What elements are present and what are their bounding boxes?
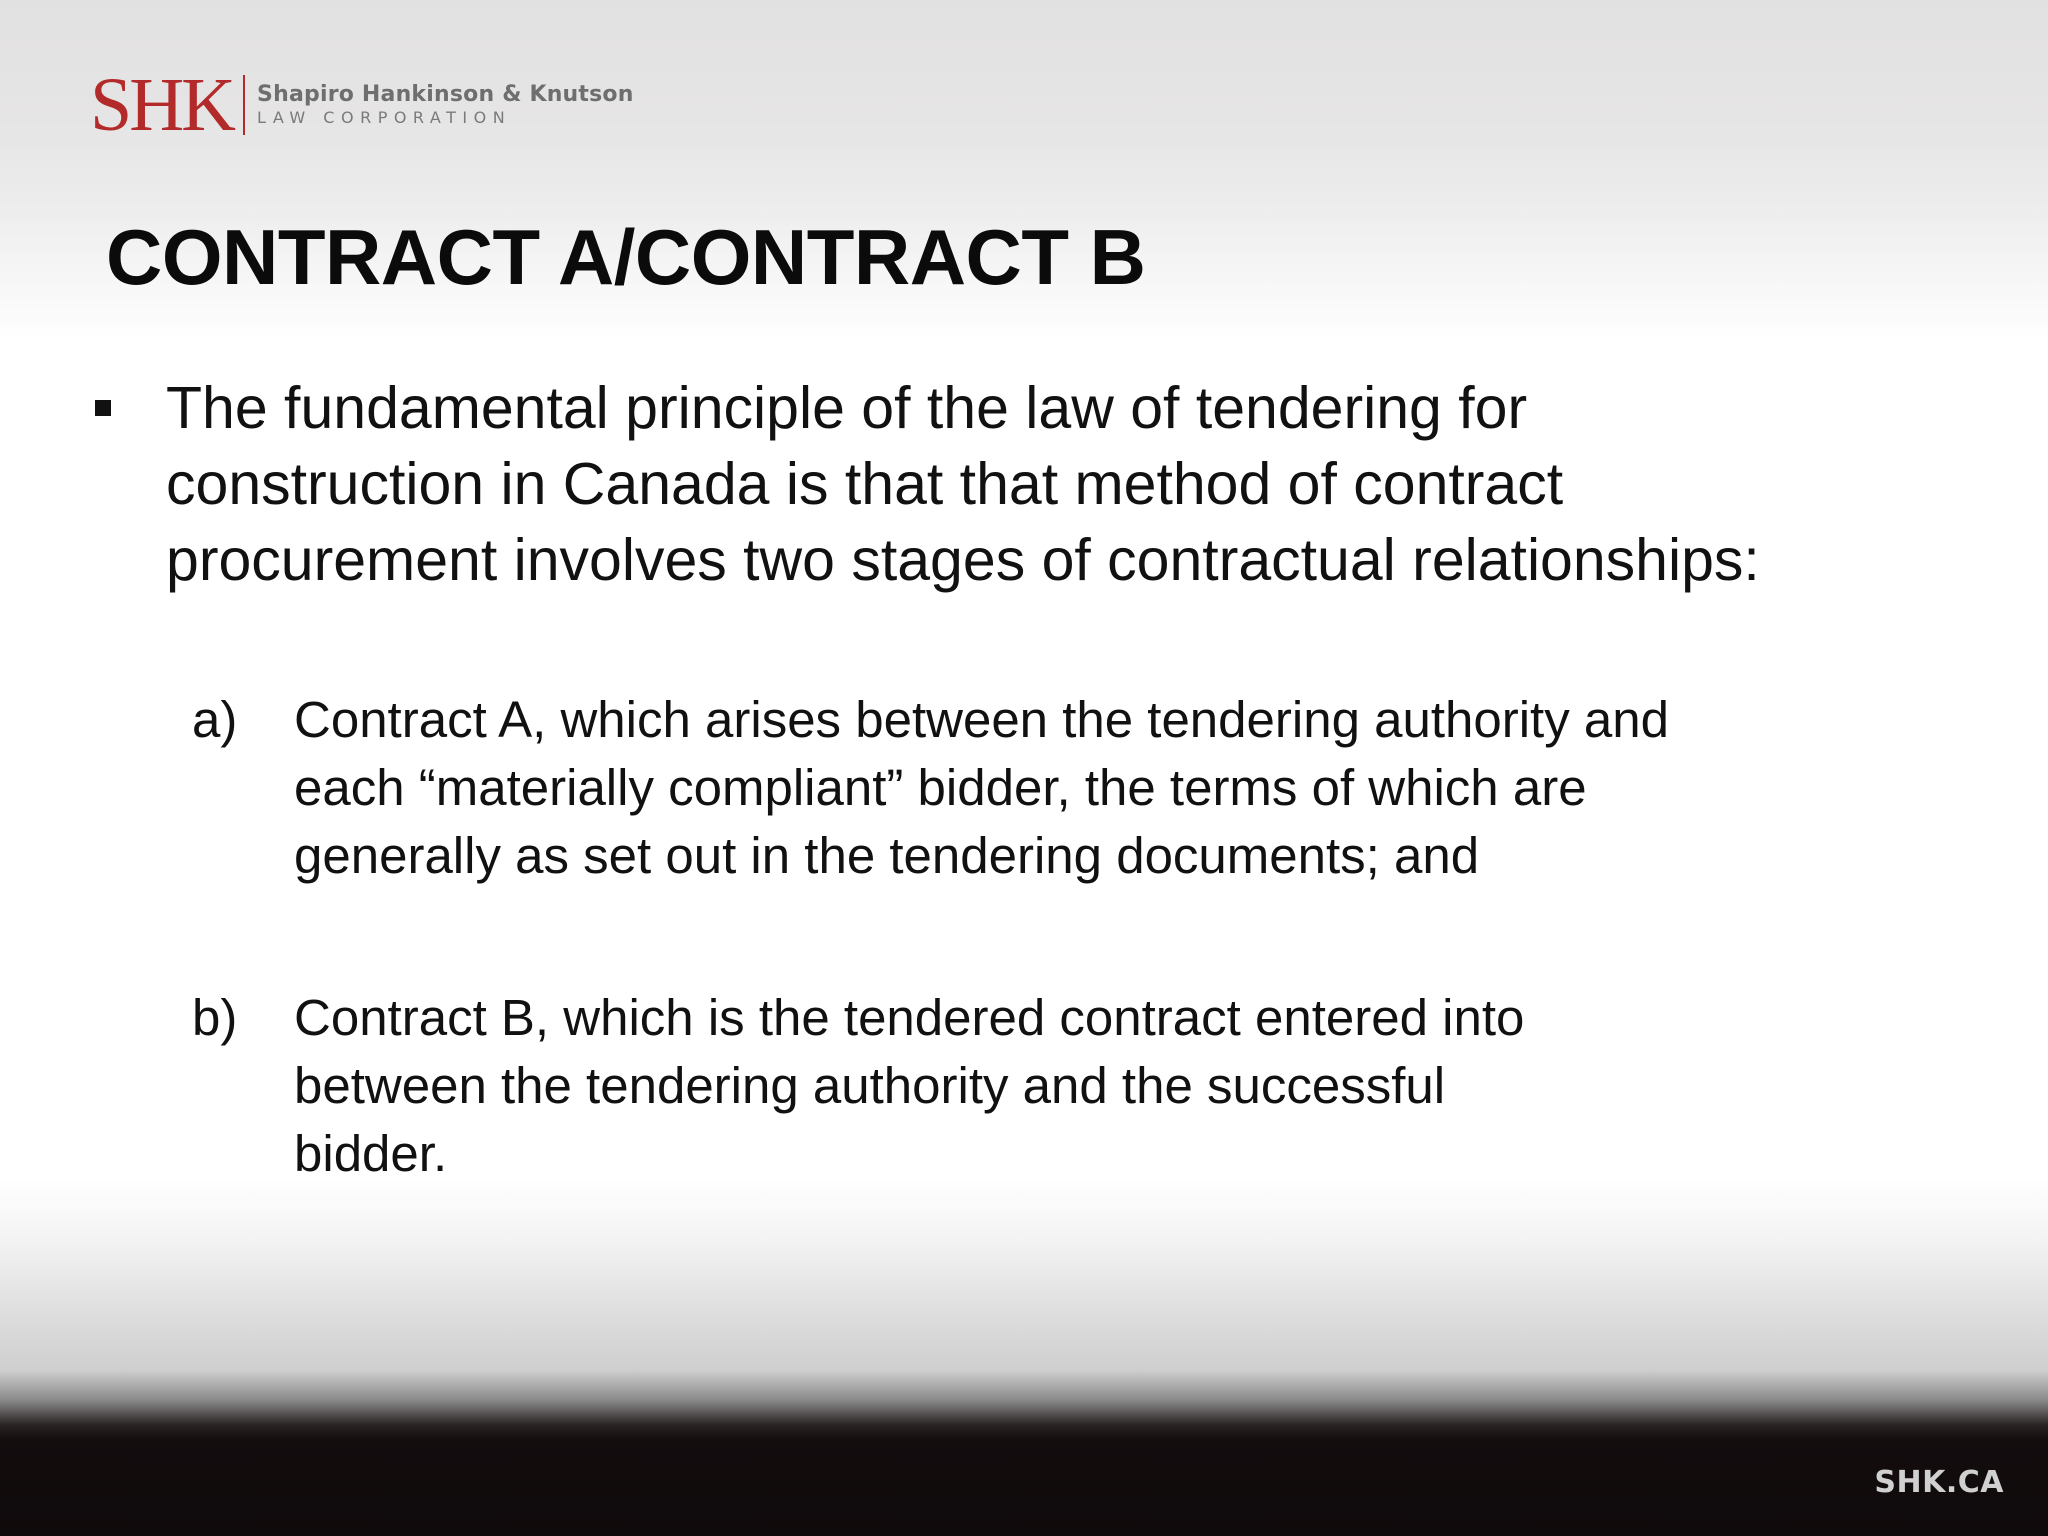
item-b-line: bidder.	[294, 1125, 448, 1182]
main-bullet-line: procurement involves two stages of contractual relationships:	[166, 527, 1760, 593]
item-a-line: Contract A, which arises between the tendering authority and	[294, 691, 1669, 748]
item-b-line: between the tendering authority and the successful	[294, 1057, 1446, 1114]
logo-text	[257, 82, 634, 128]
item-b-label: b)	[192, 989, 238, 1046]
firm-logo	[90, 63, 634, 147]
logo-subtitle: LAW CORPORATION	[257, 108, 512, 127]
item-a-label: a)	[192, 691, 238, 748]
footer-website: SHK.CA	[1874, 1465, 2004, 1500]
item-a-line: generally as set out in the tendering documents; and	[294, 827, 1480, 884]
item-a-line: each “materially compliant” bidder, the terms of which are	[294, 759, 1587, 816]
logo-firm-name: Shapiro Hankinson & Knutson	[257, 82, 634, 107]
item-a-text	[294, 686, 1994, 890]
main-bullet-line: construction in Canada is that that method of contract	[166, 451, 1564, 517]
slide-title: CONTRACT A/CONTRACT B	[106, 213, 1146, 301]
item-b-line: Contract B, which is the tendered contract entered into	[294, 989, 1525, 1046]
main-bullet-text	[166, 370, 1966, 598]
logo-mark: SHK	[90, 63, 234, 147]
logo-divider	[243, 75, 245, 135]
item-b-text	[294, 984, 1994, 1188]
main-bullet-line: The fundamental principle of the law of tendering for	[166, 375, 1528, 441]
square-bullet-icon	[95, 400, 111, 416]
